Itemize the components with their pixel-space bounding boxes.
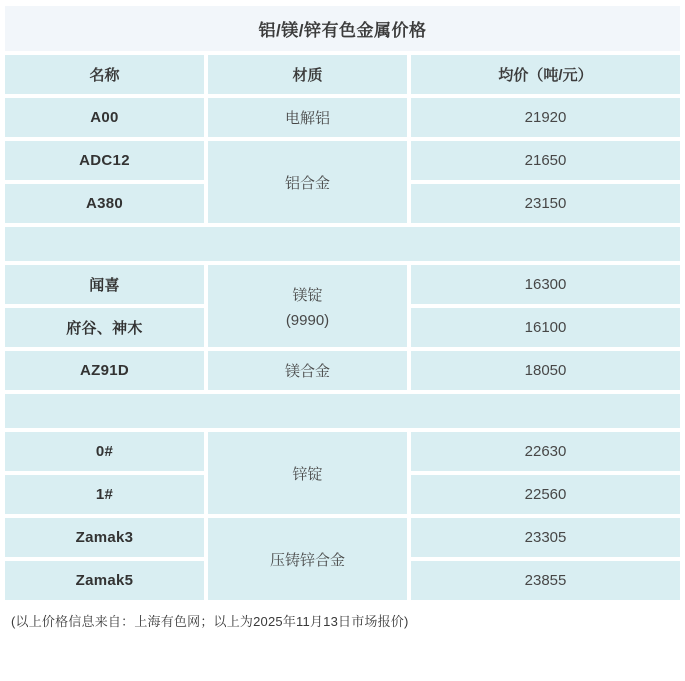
cell-price: 23150 — [411, 184, 680, 223]
cell-name: ADC12 — [5, 141, 204, 180]
cell-name: AZ91D — [5, 351, 204, 390]
cell-price: 23305 — [411, 518, 680, 557]
cell-material: 铝合金 — [208, 141, 407, 223]
table-row — [5, 351, 680, 390]
cell-name: 0# — [5, 432, 204, 471]
cell-price: 22630 — [411, 432, 680, 471]
section-separator — [5, 394, 680, 428]
title-row — [5, 6, 680, 51]
cell-material: 锌锭 — [208, 432, 407, 514]
cell-name: Zamak5 — [5, 561, 204, 600]
table-row — [5, 518, 680, 557]
separator-cell — [5, 227, 680, 261]
cell-name: 闻喜 — [5, 265, 204, 304]
cell-name: 府谷、神木 — [5, 308, 204, 347]
material-grade: (9990) — [285, 311, 330, 329]
header-row — [5, 55, 680, 94]
separator-cell — [5, 394, 680, 428]
cell-price: 16300 — [411, 265, 680, 304]
cell-price: 16100 — [411, 308, 680, 347]
cell-price: 21650 — [411, 141, 680, 180]
table-row — [5, 141, 680, 180]
cell-material: 镁合金 — [208, 351, 407, 390]
column-header-price: 均价（吨/元） — [411, 55, 680, 94]
material-line: 镁锭 — [292, 286, 323, 304]
cell-name: A00 — [5, 98, 204, 137]
column-header-name: 名称 — [5, 55, 204, 94]
cell-price: 18050 — [411, 351, 680, 390]
cell-material: 压铸锌合金 — [208, 518, 407, 600]
table-row — [5, 265, 680, 304]
page-title: 铝/镁/锌有色金属价格 — [5, 6, 680, 51]
cell-name: Zamak3 — [5, 518, 204, 557]
table-row — [5, 98, 680, 137]
cell-price: 23855 — [411, 561, 680, 600]
cell-price: 22560 — [411, 475, 680, 514]
source-note: (以上价格信息来自：上海有色网；以上为2025年11月13日市场报价) — [11, 614, 409, 629]
cell-price: 21920 — [411, 98, 680, 137]
cell-name: A380 — [5, 184, 204, 223]
price-table — [1, 2, 684, 604]
column-header-material: 材质 — [208, 55, 407, 94]
cell-material: 电解铝 — [208, 98, 407, 137]
cell-name: 1# — [5, 475, 204, 514]
table-row — [5, 432, 680, 471]
cell-material — [208, 265, 407, 347]
section-separator — [5, 227, 680, 261]
